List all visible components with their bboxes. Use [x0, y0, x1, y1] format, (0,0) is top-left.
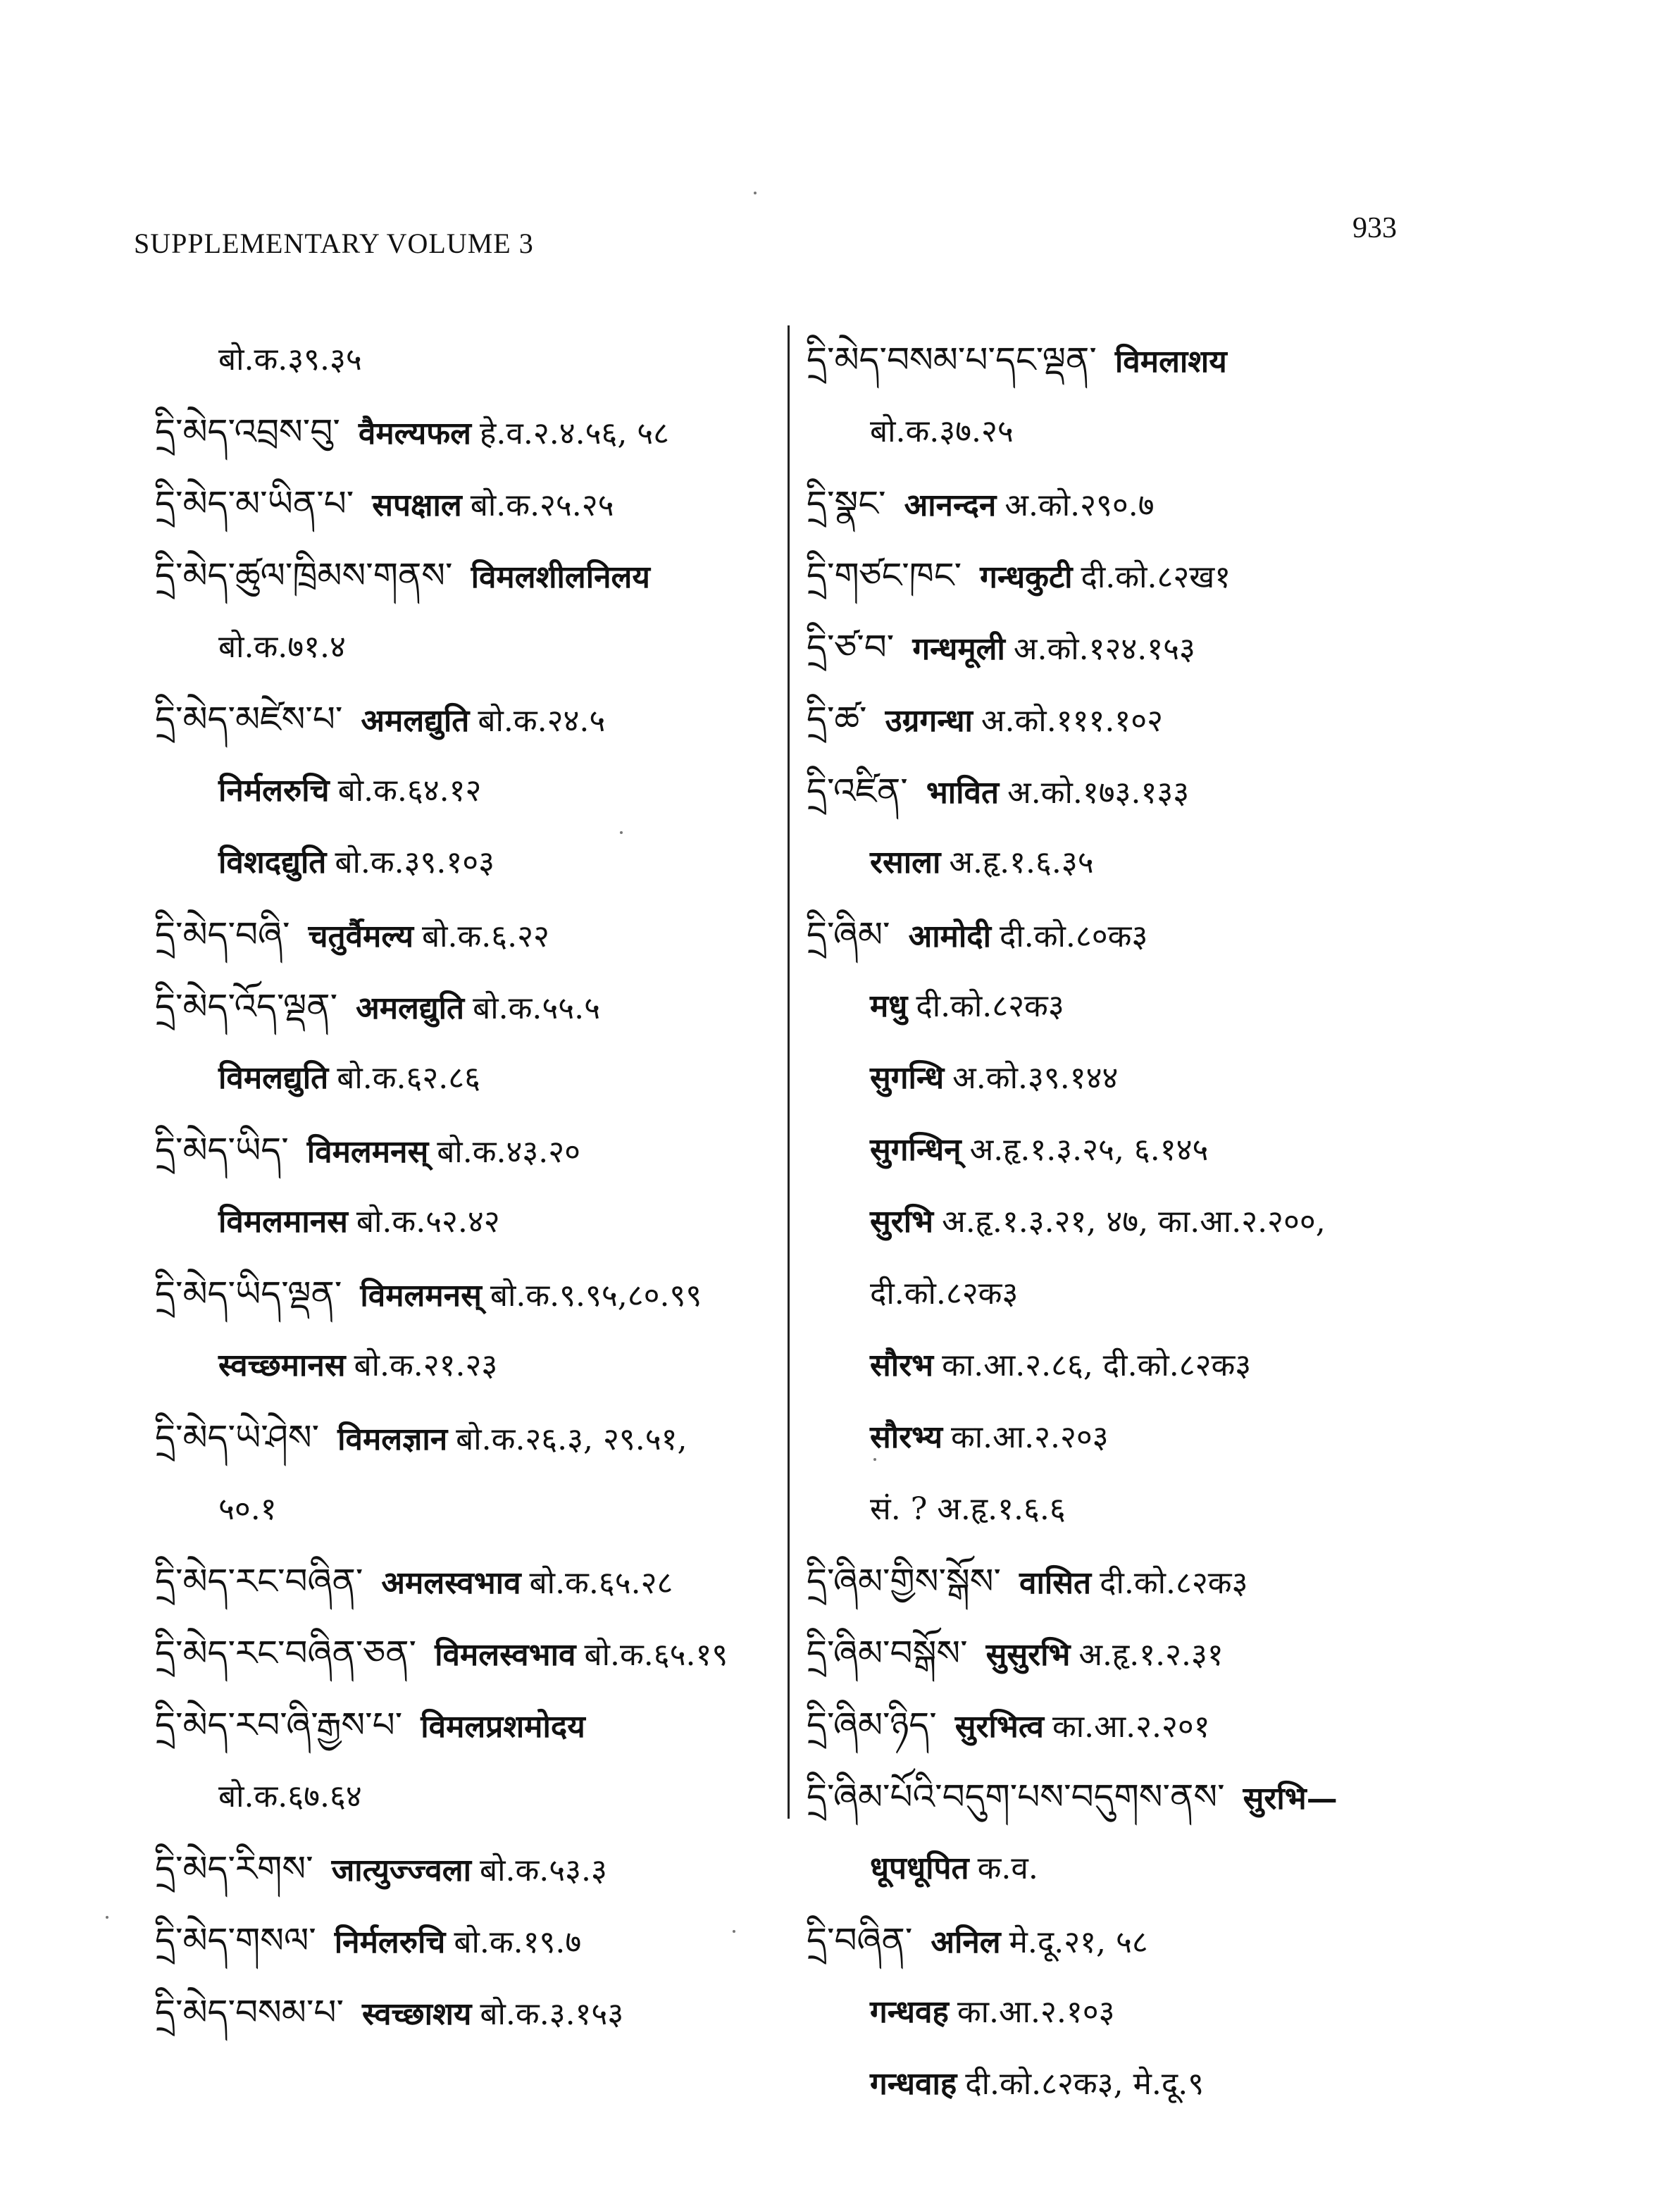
sanskrit-equivalent: धूपधूपित	[870, 1850, 969, 1886]
source-reference: हे.व.२.४.५६, ५८	[480, 416, 670, 452]
dictionary-entry-line	[155, 1905, 768, 1976]
source-reference: अ.को.३९.१४४	[952, 1060, 1119, 1096]
sanskrit-equivalent: चतुर्वैमल्य	[308, 919, 413, 954]
dictionary-entry-line	[807, 1545, 1441, 1617]
sanskrit-equivalent: विमलस्वभाव	[435, 1637, 576, 1673]
source-reference: अ.हृ.१.२.३१	[1078, 1637, 1224, 1673]
tibetan-headword: དྲི་ཚ་	[807, 699, 867, 740]
column-divider	[788, 325, 790, 1819]
source-reference: बो.क.६५.१९	[584, 1637, 728, 1673]
tibetan-headword: དྲི་མེད་ཡེ་ཤེས་	[155, 1417, 320, 1458]
sanskrit-equivalent: सुरभि	[870, 1204, 934, 1240]
sanskrit-equivalent: विमलमानस	[218, 1204, 348, 1240]
dictionary-entry-line	[155, 755, 768, 827]
sanskrit-equivalent: अनिल	[931, 1924, 1001, 1960]
source-reference: बो.क.९.९५,८०.९९	[490, 1278, 702, 1314]
dictionary-entry-line	[155, 1042, 768, 1114]
source-reference: अ.को.१११.१०२	[981, 703, 1163, 739]
source-reference: बो.क.३७.२५	[870, 413, 1014, 449]
scan-speck	[754, 192, 757, 194]
source-reference: अ.हृ.१.३.२५, ६.१४५	[969, 1132, 1209, 1168]
dictionary-entry-line	[807, 683, 1441, 755]
dictionary-entry-line	[155, 1545, 768, 1617]
source-reference: दी.को.८२ख१	[1081, 559, 1231, 595]
tibetan-headword: དྲི་བཞིན་	[807, 1920, 913, 1961]
sanskrit-equivalent: विमलमनस्	[360, 1278, 482, 1314]
sanskrit-equivalent: अमलद्युति	[356, 990, 465, 1026]
dictionary-entry-line	[155, 1689, 768, 1761]
source-reference: बो.क.२४.५	[478, 703, 606, 739]
scan-speck	[873, 1458, 876, 1461]
dictionary-entry-line	[155, 611, 768, 683]
dictionary-entry-line	[155, 1402, 768, 1474]
sanskrit-equivalent: सौरभ	[870, 1347, 934, 1383]
source-reference: बो.क.४३.२०	[437, 1134, 580, 1170]
sanskrit-equivalent: सुरभित्व	[954, 1709, 1044, 1745]
sanskrit-equivalent: विमलशीलनिलय	[471, 559, 650, 595]
sanskrit-equivalent: वैमल्यफल	[358, 416, 472, 452]
source-reference: अ.हृ.१.३.२१, ४७, का.आ.२.२००,	[942, 1204, 1326, 1240]
sanskrit-equivalent: विशदद्युति	[218, 845, 327, 880]
running-head: SUPPLEMENTARY VOLUME 3	[134, 228, 534, 259]
dictionary-entry-line	[155, 396, 768, 468]
tibetan-headword: དྲི་ཞིམ་ཉིད་	[807, 1705, 937, 1745]
dictionary-entry-line	[807, 1761, 1441, 1833]
dictionary-entry-line	[155, 899, 768, 971]
dictionary-entry-line	[807, 324, 1441, 396]
source-reference: अ.हृ.१.६.३५	[949, 845, 1094, 880]
sanskrit-equivalent: जात्युज्ज्वला	[331, 1853, 471, 1888]
dictionary-entry-line	[155, 1833, 768, 1905]
source-reference: बो.क.२१.२३	[354, 1347, 498, 1383]
dictionary-entry-line	[155, 1330, 768, 1402]
source-reference: का.आ.२.२०३	[950, 1419, 1109, 1455]
dictionary-entry-line	[807, 1114, 1441, 1186]
tibetan-headword: དྲི་ཙ་བ་	[807, 627, 895, 668]
tibetan-headword: དྲི་མེད་ཡིད་ལྡན་	[155, 1274, 342, 1314]
sanskrit-equivalent: आमोदी	[908, 919, 991, 954]
dictionary-entry-line	[155, 683, 768, 755]
sanskrit-equivalent: गन्धमूली	[912, 631, 1005, 667]
sanskrit-equivalent: विमलमनस्	[306, 1134, 429, 1170]
source-reference: दी.को.८२क३	[1100, 1565, 1248, 1601]
source-reference: का.आ.२.८६, दी.को.८२क३	[942, 1347, 1252, 1383]
dictionary-entry-line	[807, 1042, 1441, 1114]
source-reference: बो.क.५२.४२	[356, 1204, 500, 1240]
tibetan-headword: དྲི་མེད་བཞི་	[155, 914, 290, 955]
sanskrit-equivalent: अमलस्वभाव	[381, 1565, 521, 1601]
sanskrit-equivalent: रसाला	[870, 845, 941, 880]
dictionary-entry-line	[155, 1617, 768, 1689]
source-reference: सं. ? अ.हृ.१.६.६	[870, 1491, 1066, 1527]
sanskrit-equivalent: आनन्दन	[904, 487, 997, 523]
tibetan-headword: དྲི་མེད་མཛེས་པ་	[155, 699, 343, 740]
source-reference: अ.को.१७३.१३३	[1007, 775, 1190, 811]
source-reference: बो.क.२६.३, २९.५१,	[456, 1421, 687, 1457]
source-reference: क.व.	[977, 1850, 1038, 1886]
sanskrit-equivalent: सुरभि—	[1243, 1781, 1338, 1817]
sanskrit-equivalent: उग्रगन्धा	[885, 703, 973, 739]
dictionary-entry-line	[807, 1833, 1441, 1905]
source-reference: दी.को.८२क३, मे.दू.९	[965, 2066, 1205, 2102]
source-reference: बो.क.६५.२८	[529, 1565, 673, 1601]
source-reference: बो.क.६४.१२	[337, 773, 482, 809]
dictionary-entry-line	[807, 1258, 1441, 1330]
dictionary-entry-line	[155, 540, 768, 611]
scan-speck	[733, 1930, 735, 1933]
dictionary-entry-line	[155, 827, 768, 899]
source-reference: बो.क.६.२२	[422, 919, 549, 954]
tibetan-headword: དྲི་མེད་འབྲས་བུ་	[155, 411, 340, 452]
dictionary-entry-line	[155, 1976, 768, 2048]
sanskrit-equivalent: निर्मलरुचि	[218, 773, 330, 809]
scan-speck	[620, 831, 623, 834]
dictionary-entry-line	[807, 971, 1441, 1042]
source-reference: बो.क.३९.१०३	[335, 845, 495, 880]
dictionary-entry-line	[155, 1186, 768, 1258]
dictionary-entry-line	[807, 1474, 1441, 1545]
sanskrit-equivalent: स्वच्छाशय	[361, 1996, 472, 2032]
tibetan-headword: དྲི་མེད་གསལ་	[155, 1920, 316, 1961]
sanskrit-equivalent: वासित	[1019, 1565, 1092, 1601]
right-column	[807, 324, 1441, 2120]
sanskrit-equivalent: विमलद्युति	[218, 1060, 329, 1096]
dictionary-entry-line	[155, 1474, 768, 1545]
tibetan-headword: དྲི་ཞིམ་གྱིས་སྒོས་	[807, 1561, 1001, 1602]
dictionary-entry-line	[807, 2048, 1441, 2120]
sanskrit-equivalent: निर्मलरुचि	[334, 1924, 446, 1960]
sanskrit-equivalent: अमलद्युति	[361, 703, 470, 739]
sanskrit-equivalent: गन्धवह	[870, 1994, 949, 2030]
dictionary-entry-line	[155, 971, 768, 1042]
source-reference: बो.क.७१.४	[218, 629, 346, 665]
sanskrit-equivalent: भावित	[926, 775, 1000, 811]
tibetan-headword: དྲི་མེད་མ་ཡིན་པ་	[155, 483, 354, 524]
source-reference: बो.क.६२.८६	[337, 1060, 480, 1096]
page-number: 933	[1352, 212, 1397, 244]
dictionary-entry-line	[807, 755, 1441, 827]
sanskrit-equivalent: सौरभ्य	[870, 1419, 942, 1455]
dictionary-entry-line	[155, 1258, 768, 1330]
dictionary-entry-line	[807, 1617, 1441, 1689]
source-reference: बो.क.५३.३	[479, 1853, 607, 1888]
dictionary-entry-line	[807, 468, 1441, 540]
dictionary-entry-line	[807, 1905, 1441, 1976]
dictionary-entry-line	[807, 396, 1441, 468]
tibetan-headword: དྲི་ཞིམ་པོའི་བདུག་པས་བདུགས་ནས་	[807, 1776, 1225, 1817]
dictionary-entry-line	[807, 1402, 1441, 1474]
dictionary-entry-line	[807, 899, 1441, 971]
left-column	[155, 324, 768, 2048]
sanskrit-equivalent: सुगन्धि	[870, 1060, 945, 1096]
tibetan-headword: དྲི་མེད་རིགས་	[155, 1848, 313, 1889]
tibetan-headword: དྲི་མེད་རབ་ཞི་རྒྱས་པ་	[155, 1705, 403, 1745]
sanskrit-equivalent: गन्धकुटी	[980, 559, 1073, 595]
sanskrit-equivalent: विमलाशय	[1114, 344, 1227, 380]
scan-speck	[106, 1916, 108, 1919]
tibetan-headword: དྲི་སྣང་	[807, 483, 886, 524]
dictionary-entry-line	[155, 324, 768, 396]
source-reference: दी.को.८०क३	[1000, 919, 1148, 954]
dictionary-entry-line	[807, 1976, 1441, 2048]
source-reference: दी.को.८२क३	[916, 988, 1064, 1024]
sanskrit-equivalent: मधु	[870, 988, 908, 1024]
source-reference: बो.क.३९.३५	[218, 342, 362, 378]
sanskrit-equivalent: स्वच्छमानस	[218, 1347, 346, 1383]
dictionary-entry-line	[807, 827, 1441, 899]
source-reference: का.आ.२.१०३	[957, 1994, 1115, 2030]
tibetan-headword: དྲི་མེད་ཚུལ་ཁྲིམས་གནས་	[155, 555, 453, 596]
source-reference: बो.क.१९.७	[454, 1924, 582, 1960]
sanskrit-equivalent: विमलज्ञान	[337, 1421, 448, 1457]
source-reference: अ.को.१२४.१५३	[1013, 631, 1195, 667]
source-reference: बो.क.२५.२५	[470, 487, 614, 523]
source-reference: दी.को.८२क३	[870, 1276, 1019, 1312]
sanskrit-equivalent: गन्धवाह	[870, 2066, 957, 2102]
tibetan-headword: དྲི་མེད་འོད་ལྡན་	[155, 986, 338, 1027]
sanskrit-equivalent: सुगन्धिन्	[870, 1132, 962, 1168]
dictionary-entry-line	[807, 1330, 1441, 1402]
dictionary-entry-line	[155, 1114, 768, 1186]
dictionary-entry-line	[807, 611, 1441, 683]
source-reference: मे.दू.२१, ५८	[1009, 1924, 1148, 1960]
tibetan-headword: དྲི་གཙང་ཁང་	[807, 555, 962, 596]
source-reference: बो.क.३.१५३	[480, 1996, 624, 2032]
tibetan-headword: དྲི་མེད་བསམ་པ་	[155, 1992, 344, 2033]
tibetan-headword: དྲི་མེད་རང་བཞིན་	[155, 1561, 363, 1602]
tibetan-headword: དྲི་མེད་ཡིད་	[155, 1130, 289, 1171]
dictionary-entry-line	[155, 1761, 768, 1833]
tibetan-headword: དྲི་ཞིམ་བསྒོས་	[807, 1633, 968, 1674]
dictionary-entry-line	[807, 540, 1441, 611]
tibetan-headword: དྲི་འཛིན་	[807, 771, 908, 811]
dictionary-entry-line	[807, 1186, 1441, 1258]
source-reference: का.आ.२.२०१	[1052, 1709, 1210, 1745]
tibetan-headword: དྲི་མེད་བསམ་པ་དང་ལྡན་	[807, 340, 1097, 380]
sanskrit-equivalent: सुसुरभि	[985, 1637, 1071, 1673]
source-reference: बो.क.६७.६४	[218, 1779, 362, 1814]
source-reference: ५०.१	[218, 1491, 277, 1527]
sanskrit-equivalent: सपक्षाल	[372, 487, 462, 523]
tibetan-headword: དྲི་ཞིམ་	[807, 914, 890, 955]
tibetan-headword: དྲི་མེད་རང་བཞིན་ཅན་	[155, 1633, 417, 1674]
source-reference: अ.को.२९०.७	[1004, 487, 1155, 523]
source-reference: बो.क.५५.५	[473, 990, 600, 1026]
sanskrit-equivalent: विमलप्रशमोदय	[421, 1709, 585, 1745]
dictionary-entry-line	[807, 1689, 1441, 1761]
dictionary-entry-line	[155, 468, 768, 540]
